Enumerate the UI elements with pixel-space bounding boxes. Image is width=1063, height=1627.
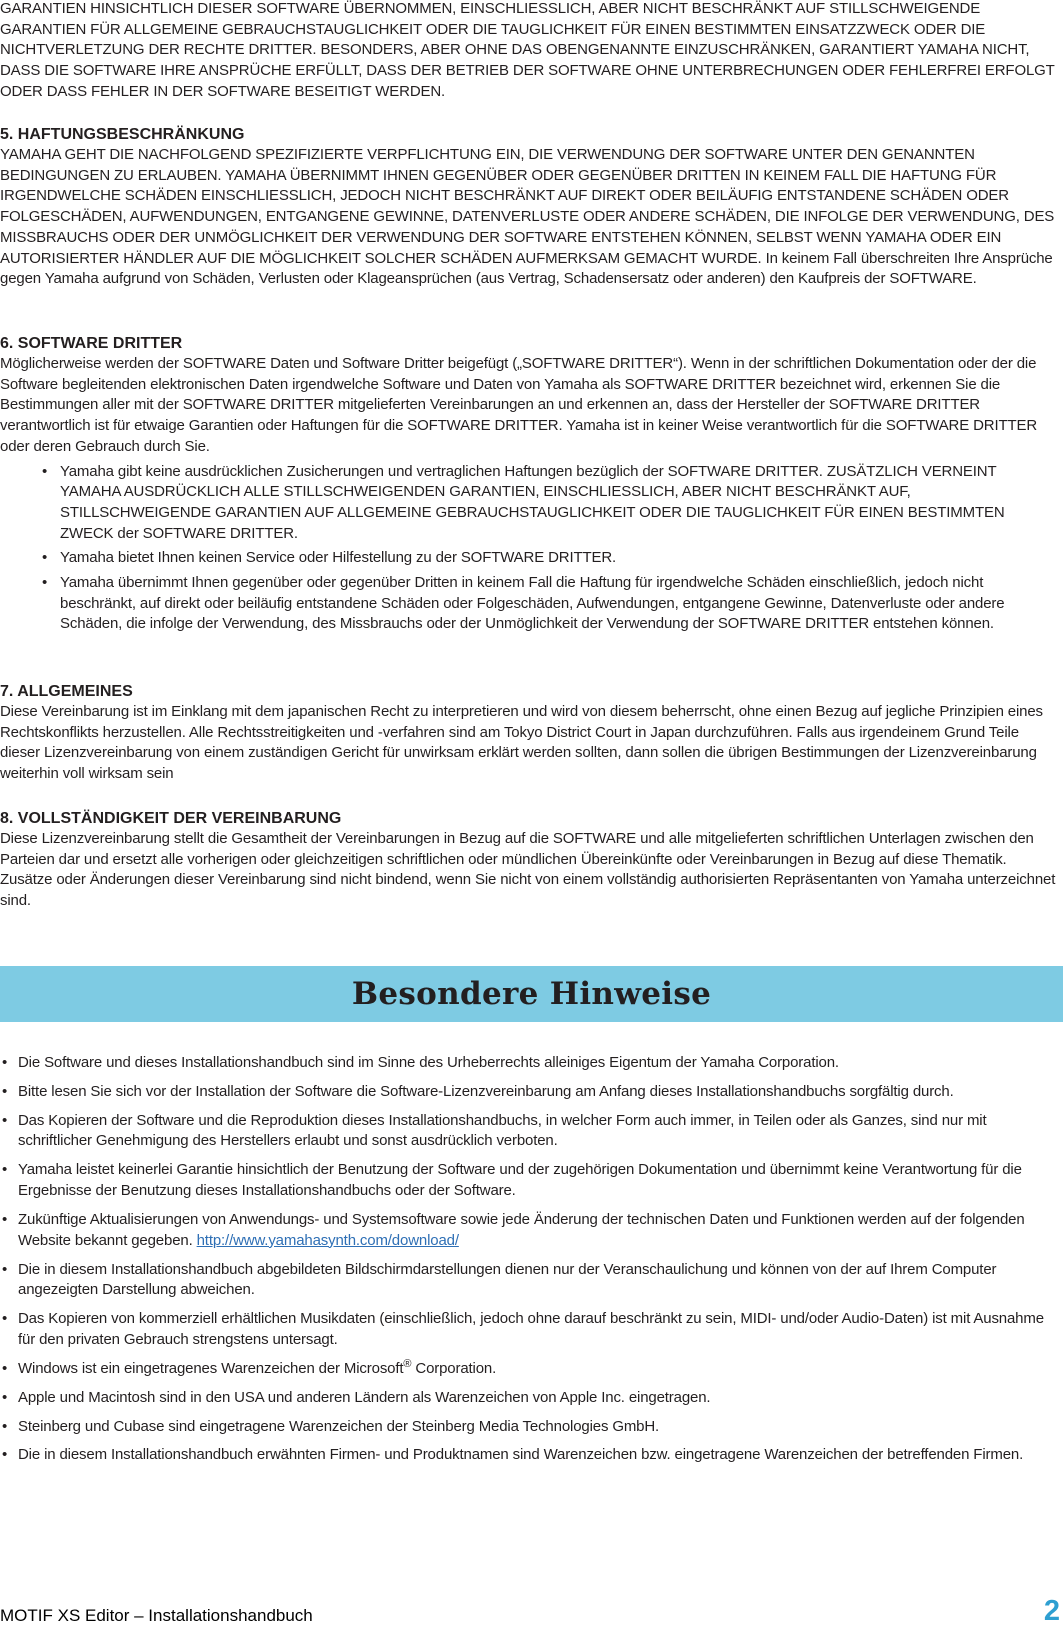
list-item-text: Apple und Macintosh sind in den USA und anderen Ländern als Warenzeichen von Apple Inc. eingetragen.: [18, 1388, 711, 1406]
list-item-text: Das Kopieren von kommerziell erhältlichen Musikdaten (einschließlich, jedoch ohne darauf beschränkt zu sein, MIDI- und/oder Audio-Daten) ist mit Ausnahme für den privaten Gebrauch strengstens untersagt.: [18, 1310, 1044, 1348]
section-paragraph: YAMAHA GEHT DIE NACHFOLGEND SPEZIFIZIERTE VERPFLICHTUNG EIN, DIE VERWENDUNG DER SOFTWARE UNTER DEN GENANNTEN BEDINGUNGEN ZU ERLAUBEN. YAMAHA ÜBERNIMMT IHNEN GEGENÜBER ODER GEGENÜBER DRITTEN IN KEINEM FALL DIE HAFTUNG FÜR IRGENDWELCHE SCHÄDEN EINSCHLIESSLICH, JEDOCH NICHT BESCHRÄNKT AUF DIREKT ODER BEILÄUFIG ENTSTANDENE SCHÄDEN ODER FOLGESCHÄDEN, AUFWENDUNGEN, ENTGANGENE GEWINNE, DATENVERLUSTE ODER ANDERE SCHÄDEN, DIE INFOLGE DER VERWENDUNG, DES MISSBRAUCHS ODER DER UNMÖGLICHKEIT DER VERWENDUNG DER SOFTWARE ENTSTEHEN KÖNNEN, SELBST WENN YAMAHA ODER EIN AUTORISIERTER HÄNDLER AUF DIE MÖGLICHKEIT SOLCHER SCHÄDEN AUFMERKSAM GEMACHT WURDE. In keinem Fall überschreiten Ihre Ansprüche gegen Yamaha aufgrund von Schäden, Verlusten oder Klageansprüchen (aus Vertrag, Schadensersatz oder anderen) den Kaufpreis der SOFTWARE.: [0, 146, 1055, 288]
section-general: [0, 682, 1060, 785]
section-third-party-software: [0, 334, 1060, 639]
bullet-icon: •: [2, 1111, 8, 1129]
section-heading: 7. ALLGEMEINES: [0, 683, 133, 700]
bullet-icon: •: [42, 462, 48, 480]
bullet-icon: •: [2, 1161, 8, 1179]
section-entire-agreement: [0, 809, 1060, 912]
bullet-icon: •: [2, 1446, 8, 1464]
list-item-text: Das Kopieren der Software und die Reproduktion dieses Installationshandbuchs, in welcher Form auch immer, in Teilen oder als Ganzes, sind nur mit schriftlicher Genehmigung des Herstellers erlaubt und sonst ausdrücklich verboten.: [18, 1111, 987, 1150]
list-item-text: Steinberg und Cubase sind eingetragene Warenzeichen der Steinberg Media Technologies GmbH.: [18, 1417, 660, 1435]
section-paragraph: Diese Vereinbarung ist im Einklang mit dem japanischen Recht zu interpretieren und wird von diesem beherrscht, ohne einen Bezug auf jegliche Prinzipien eines Rechtskonflikts herzustellen. Alle Rechtsstreitigkeiten und -verfahren sind am Tokyo District Court in Japan durchzuführen. Falls aus irgendeinem Grund Teile dieser Lizenzvereinbarung von einem zuständigen Gericht für unwirksam erklärt werden sollten, dann sollen die übrigen Bestimmungen der Lizenzvereinbarung weiterhin voll wirksam sein: [0, 703, 1043, 783]
bullet-icon: •: [42, 549, 48, 567]
list-item-text: Windows ist ein eingetragenes Warenzeichen der Microsoft: [18, 1359, 404, 1377]
special-notes-list: [0, 1053, 1060, 1474]
list-item: [0, 1260, 1060, 1301]
list-item: [0, 1082, 1060, 1103]
section-heading: 6. SOFTWARE DRITTER: [0, 335, 183, 352]
list-item: [0, 1309, 1060, 1350]
page-number: 2: [1043, 1595, 1060, 1627]
special-notes-banner: [0, 966, 1063, 1022]
list-item: [0, 1111, 1060, 1152]
list-item: [0, 1388, 1060, 1409]
list-item: [0, 1417, 1060, 1438]
registered-mark: ®: [403, 1357, 412, 1370]
list-item: [0, 462, 1060, 545]
list-item-text: Die in diesem Installationshandbuch abgebildeten Bildschirmdarstellungen dienen nur der Veranschaulichung und können von der auf Ihrem Computer angezeigten Darstellung abweichen.: [18, 1260, 997, 1299]
bullet-icon: •: [2, 1388, 8, 1406]
list-item: [0, 1210, 1060, 1251]
list-item: [0, 573, 1060, 635]
list-item: [0, 1445, 1060, 1466]
bullet-icon: •: [2, 1260, 8, 1278]
section-paragraph: Möglicherweise werden der SOFTWARE Daten und Software Dritter beigefügt („SOFTWARE DRITTER“). Wenn in der schriftlichen Dokumentation oder der die Software begleitenden elektronischen Daten irgendwelche Software und Daten von Yamaha als SOFTWARE DRITTER bezeichnet wird, erkennen Sie die Bestimmungen aller mit der SOFTWARE DRITTER mitgelieferten Vereinbarungen an und erkennen an, dass der Hersteller der SOFTWARE DRITTER verantwortlich ist für etwaige Garantien oder Haftungen für die SOFTWARE DRITTER. Yamaha ist in keiner Weise verantwortlich für die SOFTWARE DRITTER oder deren Gebrauch durch Sie.: [0, 355, 1038, 455]
bullet-icon: •: [2, 1359, 8, 1377]
list-item: [0, 1160, 1060, 1201]
warranty-continuation-paragraph: GARANTIEN HINSICHTLICH DIESER SOFTWARE ÜBERNOMMEN, EINSCHLIESSLICH, ABER NICHT BESCHRÄNKT AUF STILLSCHWEIGENDE GARANTIEN FÜR ALLGEMEINE GEBRAUCHSTAUGLICHKEIT ODER DIE TAUGLICHKEIT FÜR EINEN BESTIMMTEN EINSATZZWECK ODER DIE NICHTVERLETZUNG DER RECHTE DRITTER. BESONDERS, ABER OHNE DAS OBENGENANNTE EINZUSCHRÄNKEN, GARANTIERT YAMAHA NICHT, DASS DIE SOFTWARE IHRE ANSPRÜCHE ERFÜLLT, DASS DER BETRIEB DER SOFTWARE OHNE UNTERBRECHUNGEN ODER FEHLERFREI ERFOLGT ODER DASS FEHLER IN DER SOFTWARE BESEITIGT WERDEN.: [0, 0, 1055, 100]
list-item-text: Yamaha bietet Ihnen keinen Service oder Hilfestellung zu der SOFTWARE DRITTER.: [60, 549, 617, 567]
bullet-icon: •: [2, 1054, 8, 1071]
list-item-text: Yamaha übernimmt Ihnen gegenüber oder gegenüber Dritten in keinem Fall die Haftung für irgendwelche Schäden einschließlich, jedoch nicht beschränkt, auf direkt oder beiläufig entstandene Schäden oder Folgeschäden, Aufwendungen, entgangene Gewinne, Datenverluste oder andere Schäden, die infolge der Verwendung, des Missbrauchs oder der Unmöglichkeit der Verwendung der SOFTWARE DRITTER entstehen können.: [60, 574, 1005, 633]
list-item: [0, 1359, 1060, 1380]
list-item: [0, 548, 1060, 569]
section-heading: 8. VOLLSTÄNDIGKEIT DER VEREINBARUNG: [0, 810, 342, 827]
bullet-icon: •: [2, 1310, 8, 1328]
bullet-icon: •: [2, 1210, 8, 1228]
third-party-bullet-list: [0, 462, 1060, 636]
list-item-text: Die in diesem Installationshandbuch erwähnten Firmen- und Produktnamen sind Warenzeichen bzw. eingetragene Warenzeichen der betreffenden Firmen.: [18, 1446, 1024, 1464]
section-paragraph: Diese Lizenzvereinbarung stellt die Gesamtheit der Vereinbarungen in Bezug auf die SOFTWARE und alle mitgelieferten schriftlichen Unterlagen zwischen den Parteien dar und ersetzt alle vorherigen oder gleichzeitigen schriftlichen oder mündlichen Übereinkünfte oder Vereinbarungen in Bezug auf diese Thematik. Zusätze oder Änderungen dieser Vereinbarung sind nicht bindend, wenn Sie nicht von einem vollständig authorisierten Repräsentanten von Yamaha unterzeichnet sind.: [0, 830, 1056, 910]
list-item-text: Zukünftige Aktualisierungen von Anwendungs- und Systemsoftware sowie jede Änderung der technischen Daten und Funktionen werden auf der folgenden Website bekannt gegeben.: [18, 1210, 1025, 1249]
download-link[interactable]: http://www.yamahasynth.com/download/: [196, 1231, 459, 1249]
list-item-text: Corporation.: [411, 1359, 497, 1377]
list-item-text: Die Software und dieses Installationshandbuch sind im Sinne des Urheberrechts alleiniges Eigentum der Yamaha Corporation.: [18, 1054, 839, 1071]
footer-document-title: MOTIF XS Editor – Installationshandbuch: [0, 1606, 313, 1625]
bullet-icon: •: [42, 574, 48, 592]
banner-title: Besondere Hinweise: [351, 976, 712, 1012]
list-item-text: Yamaha leistet keinerlei Garantie hinsichtlich der Benutzung der Software und der zugehörigen Dokumentation und übernimmt keine Verantwortung für die Ergebnisse der Benutzung dieses Installationshandbuchs oder der Software.: [18, 1161, 1022, 1200]
list-item: [0, 1053, 1060, 1074]
list-item-text: Yamaha gibt keine ausdrücklichen Zusicherungen und vertraglichen Haftungen bezüglich der SOFTWARE DRITTER. ZUSÄTZLICH VERNEINT YAMAHA AUSDRÜCKLICH ALLE STILLSCHWEIGENDEN GARANTIEN, EINSCHLIESSLICH, ABER NICHT BESCHRÄNKT AUF, STILLSCHWEIGENDE GARANTIEN AUF ALLGEMEINE GEBRAUCHSTAUGLICHKEIT ODER DIE TAUGLICHKEIT FÜR EINEN BESTIMMTEN ZWECK der SOFTWARE DRITTER.: [60, 462, 1005, 542]
section-liability: [0, 125, 1060, 290]
bullet-icon: •: [2, 1417, 8, 1435]
bullet-icon: •: [2, 1082, 8, 1100]
list-item-text: Bitte lesen Sie sich vor der Installation der Software die Software-Lizenzvereinbarung am Anfang dieses Installationshandbuchs sorgfältig durch.: [18, 1082, 954, 1100]
section-heading: 5. HAFTUNGSBESCHRÄNKUNG: [0, 126, 245, 143]
